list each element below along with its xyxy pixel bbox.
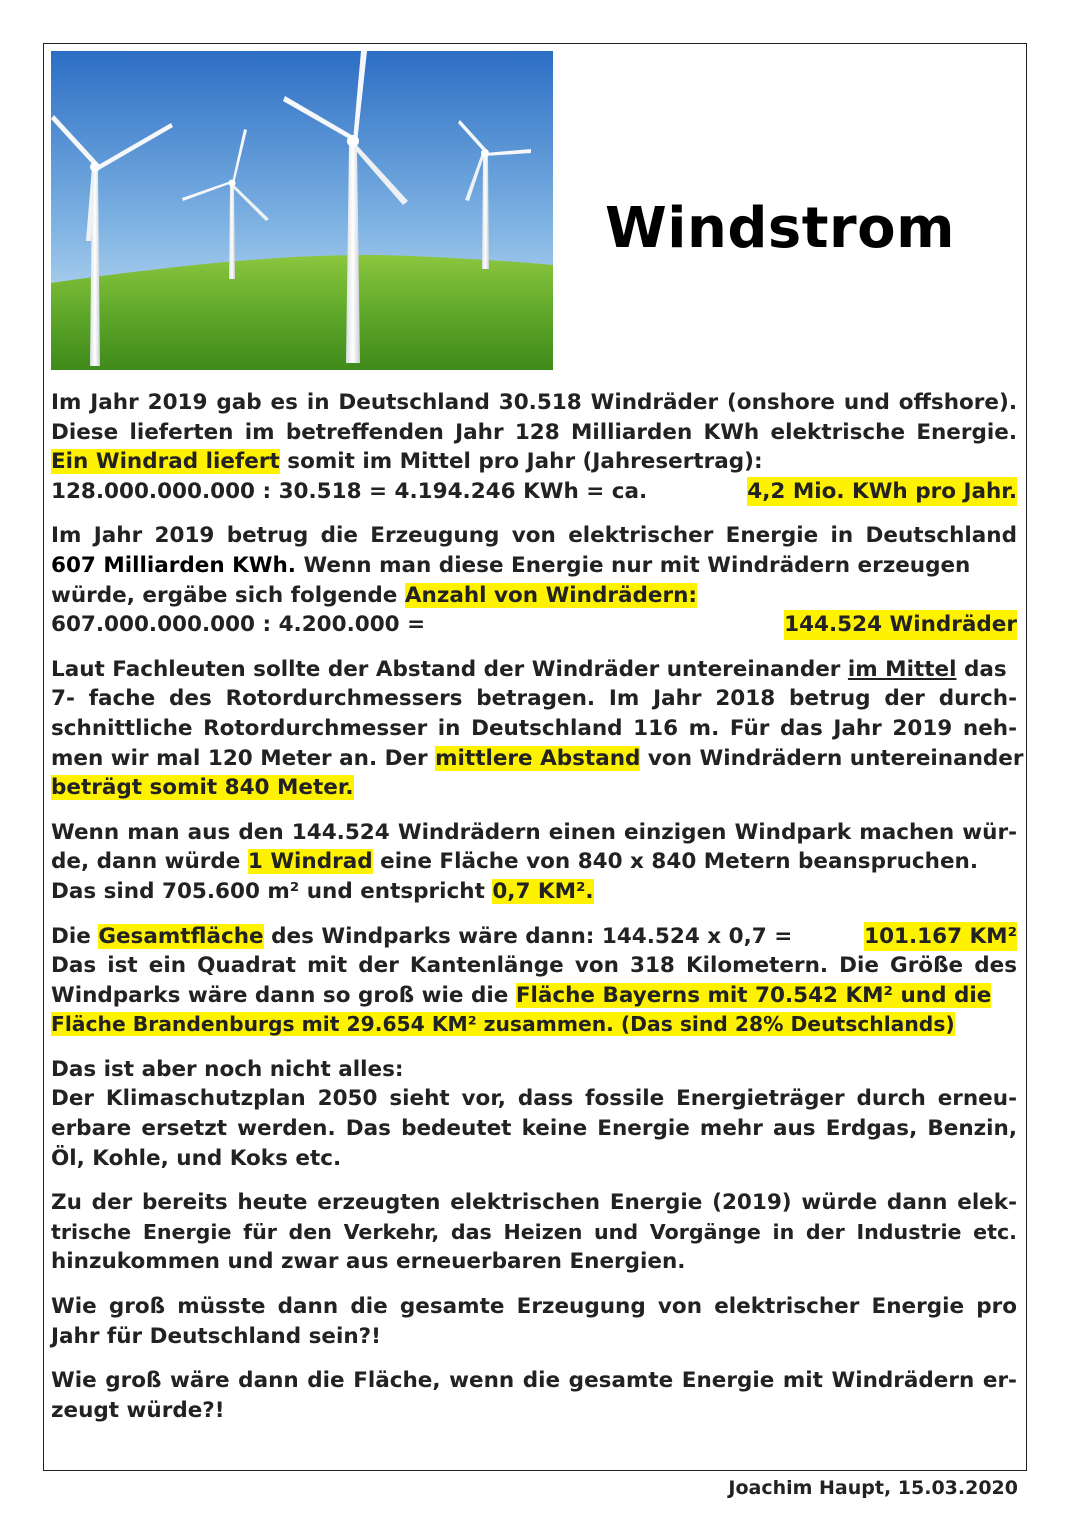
text-line: erbare ersetzt werden. Das bedeutet keine Energie mehr aus Erdgas, Benzin, [51,1116,1017,1142]
text-line [51,610,1017,640]
text-line: Im Jahr 2019 gab es in Deutschland 30.518 Windräder (onshore und offshore). [51,390,1017,415]
highlight: Fläche Bayerns mit 70.542 KM² und die [515,982,992,1008]
paragraph-5 [51,922,1017,1040]
text-span: somit im Mittel pro Jahr (Jahresertrag): [287,449,763,475]
text-line [51,773,1017,803]
text-line: Zu der bereits heute erzeugten elektrischen Energie (2019) würde dann elek- [51,1190,1017,1216]
wind-turbines-photo [51,51,553,370]
text-span: Wenn man diese Energie nur mit Windrädern erzeugen [303,552,971,578]
highlight: Fläche Brandenburgs mit 29.654 KM² zusammen. (Das sind 28% Deutschlands) [51,1012,955,1037]
text-line: Öl, Kohle, und Koks etc. [51,1145,342,1171]
text-line: trische Energie für den Verkehr, das Heizen und Vorgänge in der Industrie etc. [51,1219,1017,1244]
paragraph-7 [51,1188,1017,1277]
text-line [51,847,1017,877]
text-span: Windparks wäre dann so groß wie die [51,982,509,1008]
text-line [51,744,1024,774]
paragraph-2 [51,521,1017,639]
text-line [51,981,1017,1011]
highlight: mittlere Abstand [435,745,641,771]
text-line [51,551,1017,581]
text-line: zeugt würde?! [51,1397,225,1423]
paragraph-6 [51,1055,1017,1173]
underlined-text: im Mittel [847,656,957,682]
text-span: von Windrädern untereinander [647,745,1024,771]
text-line: Diese lieferten im betreffenden Jahr 128 Milliarden KWh elektrische Energie. [51,419,1017,445]
text-line: Wie groß wäre dann die Fläche, wenn die gesamte Energie mit Windrädern er- [51,1368,1017,1394]
text-line: schnittliche Rotordurchmesser in Deutschland 116 m. Für das Jahr 2019 neh- [51,715,1017,741]
highlight: Gesamtfläche [98,923,264,949]
text-line: Der Klimaschutzplan 2050 sieht vor, dass fossile Energieträger durch erneu- [51,1086,1017,1112]
result-highlight: 101.167 KM² [864,922,1017,952]
article-body [51,388,1024,1440]
text-span: Die [51,923,91,949]
highlight: 1 Windrad [247,849,373,875]
page-title: Windstrom [605,196,955,261]
text-line [51,1010,1017,1040]
text-span: Das sind 705.600 m² und entspricht [51,878,485,904]
text-span: des Windparks wäre dann: 144.524 x 0,7 = [271,923,793,949]
paragraph-3 [51,655,1024,803]
calculation: 607.000.000.000 : 4.200.000 = [51,612,426,638]
text-line: 7- fache des Rotordurchmessers betragen. Im Jahr 2018 betrug der durch- [51,686,1017,712]
paragraph-4 [51,818,1017,907]
text-line: Jahr für Deutschland sein?! [51,1323,381,1349]
paragraph-9 [51,1366,1017,1425]
text-line: Im Jahr 2019 betrug die Erzeugung von elektrischer Energie in Deutschland [51,523,1017,549]
text-line [51,877,1017,907]
text-line [51,922,1017,952]
text-line: Wenn man aus den 144.524 Windrädern einen einzigen Windpark machen wür- [51,819,1017,845]
text-span: würde, ergäbe sich folgende [51,582,398,608]
result-highlight: 144.524 Windräder [784,610,1017,640]
highlight: beträgt somit 840 Meter. [51,775,354,801]
paragraph-1 [51,388,1017,506]
calculation: 128.000.000.000 : 30.518 = 4.194.246 KWh = ca. [51,478,648,504]
text-line [51,581,1017,611]
text-line [51,477,1017,507]
paragraph-8 [51,1292,1017,1351]
text-line: Das ist ein Quadrat mit der Kantenlänge von 318 Kilometern. Die Größe des [51,953,1017,979]
text-line: hinzukommen und zwar aus erneuerbaren Energien. [51,1249,686,1275]
text-span: Laut Fachleuten sollte der Abstand der Windräder untereinander [51,656,841,682]
text-line: Das ist aber noch nicht alles: [51,1056,404,1082]
text-line [51,447,1017,477]
result-highlight: 4,2 Mio. KWh pro Jahr. [747,477,1017,507]
highlight: Anzahl von Windrädern: [404,582,697,608]
highlight: 0,7 KM². [492,878,594,904]
text-span: eine Fläche von 840 x 840 Metern beanspruchen. [380,849,978,875]
text-line: Wie groß müsste dann die gesamte Erzeugung von elektrischer Energie pro [51,1294,1017,1320]
text-span: men wir mal 120 Meter an. Der [51,745,428,771]
highlight: Ein Windrad liefert [51,449,280,475]
text-span: das [963,656,1007,682]
text-line [51,655,1017,685]
bold-value: 607 Milliarden KWh. [51,552,296,578]
author-signature: Joachim Haupt, 15.03.2020 [728,1477,1018,1499]
text-span: de, dann würde [51,849,241,875]
